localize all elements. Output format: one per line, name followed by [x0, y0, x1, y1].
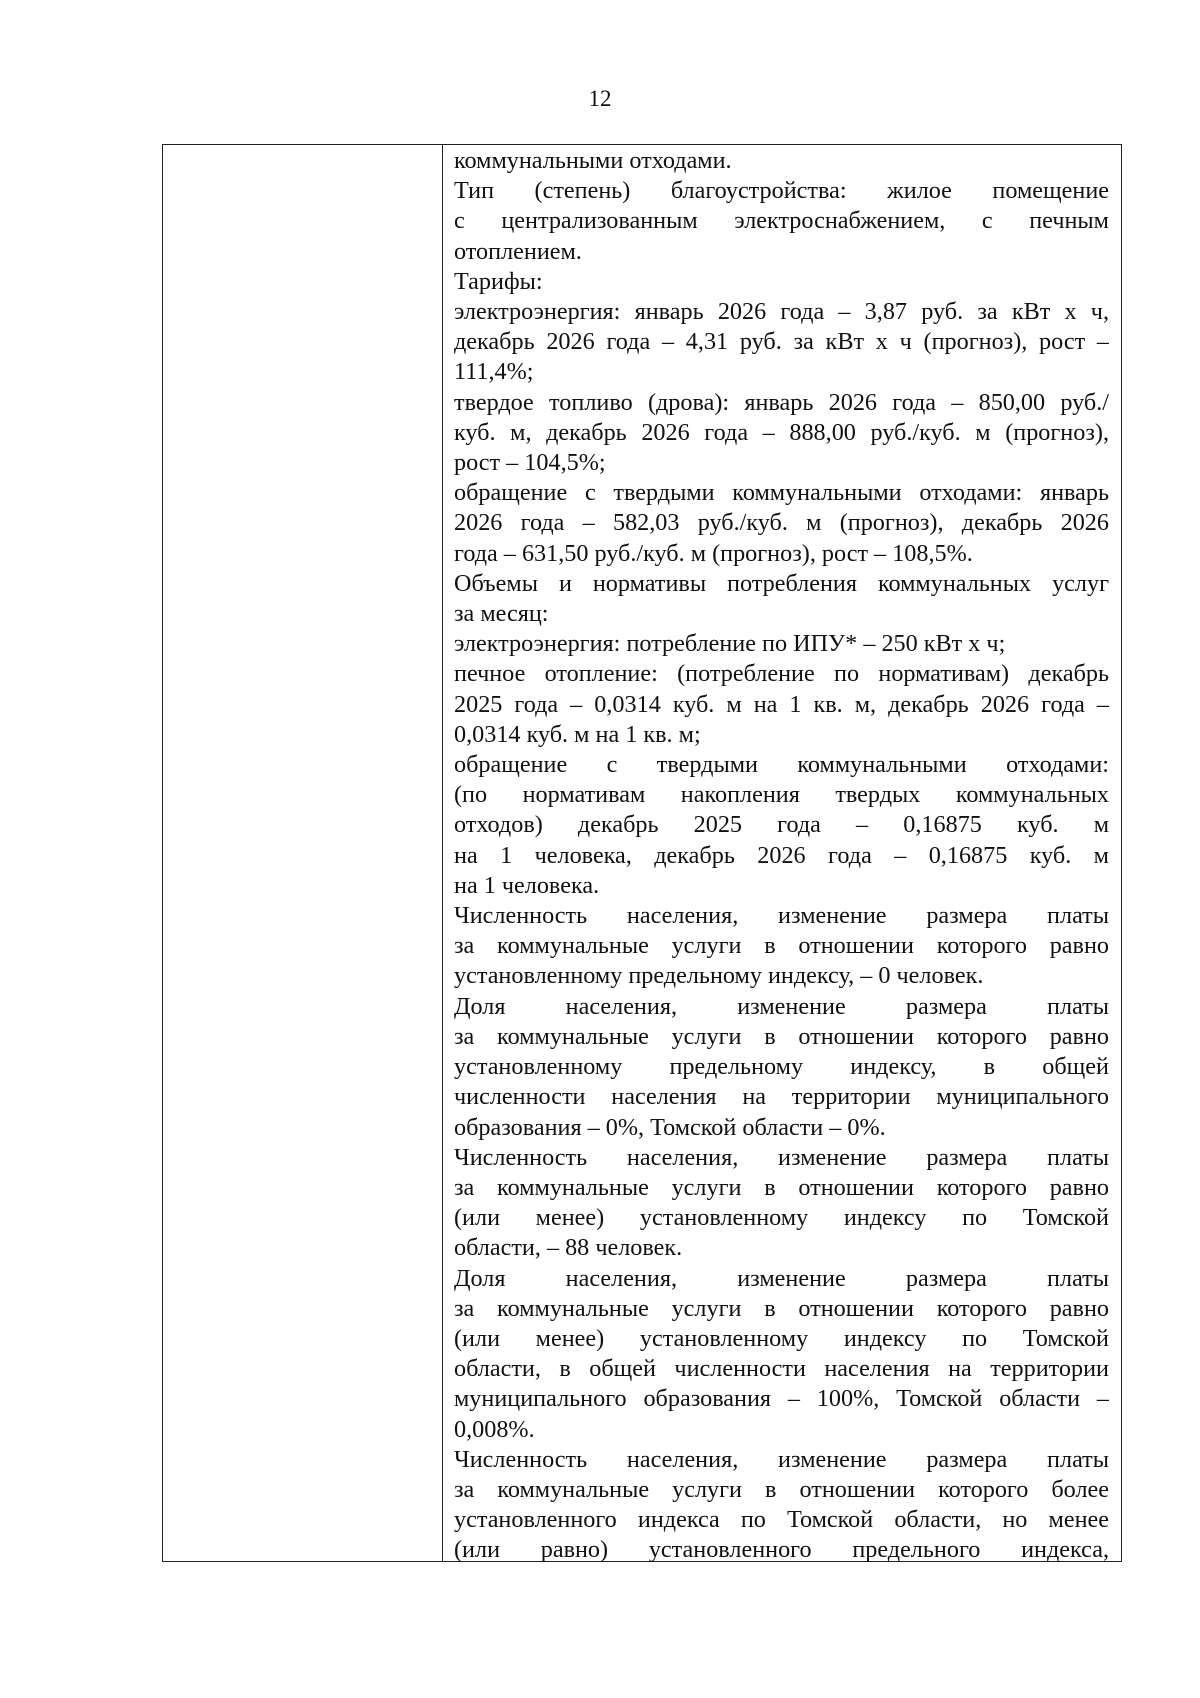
text-line: 2025 года – 0,0314 куб. м на 1 кв. м, декабрь 2026 года –	[454, 690, 1109, 718]
text-line: за коммунальные услуги в отношении которого равно	[454, 1294, 1109, 1322]
text-line: 0,0314 куб. м на 1 кв. м;	[454, 720, 701, 748]
text-line: Тип (степень) благоустройства: жилое помещение	[454, 177, 1109, 205]
text-line: Численность населения, изменение размера платы	[454, 902, 1109, 930]
text-line: на 1 человека.	[454, 871, 600, 899]
text-line: за месяц:	[454, 600, 549, 628]
text-line: года – 631,50 руб./куб. м (прогноз), рост – 108,5%.	[454, 539, 973, 567]
text-line: установленного индекса по Томской области, но менее	[454, 1506, 1109, 1534]
text-line: (по нормативам накопления твердых коммунальных	[454, 781, 1109, 809]
text-line: отоплением.	[454, 237, 582, 265]
text-line: 2026 года – 582,03 руб./куб. м (прогноз), декабрь 2026	[454, 509, 1109, 537]
text-line: (или менее) установленному индексу по Томской	[454, 1204, 1109, 1232]
text-line: Численность населения, изменение размера платы	[454, 1143, 1109, 1171]
text-line: Тарифы:	[454, 267, 543, 295]
text-line: 111,4%;	[454, 358, 534, 386]
text-line: электроэнергия: потребление по ИПУ* – 250 кВт х ч;	[454, 630, 1006, 658]
text-line: обращение с твердыми коммунальными отходами:	[454, 751, 1109, 779]
text-line: за коммунальные услуги в отношении которого равно	[454, 1022, 1109, 1050]
text-line: установленному предельному индексу, – 0 человек.	[454, 962, 984, 990]
table-left-cell	[163, 145, 443, 1561]
text-line: Численность населения, изменение размера платы	[454, 1445, 1109, 1473]
page-number: 12	[588, 86, 612, 111]
text-line: численности населения на территории муниципального	[454, 1083, 1109, 1111]
text-line: Объемы и нормативы потребления коммунальных услуг	[454, 569, 1109, 597]
text-line: коммунальными отходами.	[454, 147, 732, 174]
text-line: муниципального образования – 100%, Томской области –	[454, 1385, 1109, 1413]
text-line: печное отопление: (потребление по нормативам) декабрь	[454, 660, 1109, 688]
text-line: области, в общей численности населения на территории	[454, 1355, 1109, 1383]
text-line: куб. м, декабрь 2026 года – 888,00 руб./куб. м (прогноз),	[454, 418, 1109, 446]
text-line: рост – 104,5%;	[454, 449, 606, 477]
text-line: с централизованным электроснабжением, с печным	[454, 207, 1109, 235]
document-table	[162, 144, 1122, 1562]
text-line: Доля населения, изменение размера платы	[454, 1264, 1109, 1292]
text-line: за коммунальные услуги в отношении которого равно	[454, 932, 1109, 960]
text-line: отходов) декабрь 2025 года – 0,16875 куб. м	[454, 811, 1109, 839]
text-line: 0,008%.	[454, 1415, 535, 1443]
text-line: электроэнергия: январь 2026 года – 3,87 руб. за кВт х ч,	[454, 298, 1109, 326]
text-line: на 1 человека, декабрь 2026 года – 0,16875 куб. м	[454, 841, 1109, 869]
text-line: за коммунальные услуги в отношении которого равно	[454, 1173, 1109, 1201]
text-line: образования – 0%, Томской области – 0%.	[454, 1113, 886, 1141]
text-line: (или менее) установленному индексу по Томской	[454, 1324, 1109, 1352]
text-line: декабрь 2026 года – 4,31 руб. за кВт х ч (прогноз), рост –	[454, 328, 1109, 356]
text-line: твердое топливо (дрова): январь 2026 года – 850,00 руб./	[454, 388, 1109, 416]
text-line: (или равно) установленного предельного индекса,	[454, 1536, 1109, 1564]
text-line: обращение с твердыми коммунальными отходами: январь	[454, 479, 1109, 507]
text-line: за коммунальные услуги в отношении которого более	[454, 1475, 1109, 1503]
text-line: Доля населения, изменение размера платы	[454, 992, 1109, 1020]
text-line: области, – 88 человек.	[454, 1234, 683, 1262]
text-line: установленному предельному индексу, в общей	[454, 1053, 1109, 1081]
table-right-cell	[443, 145, 1121, 1564]
